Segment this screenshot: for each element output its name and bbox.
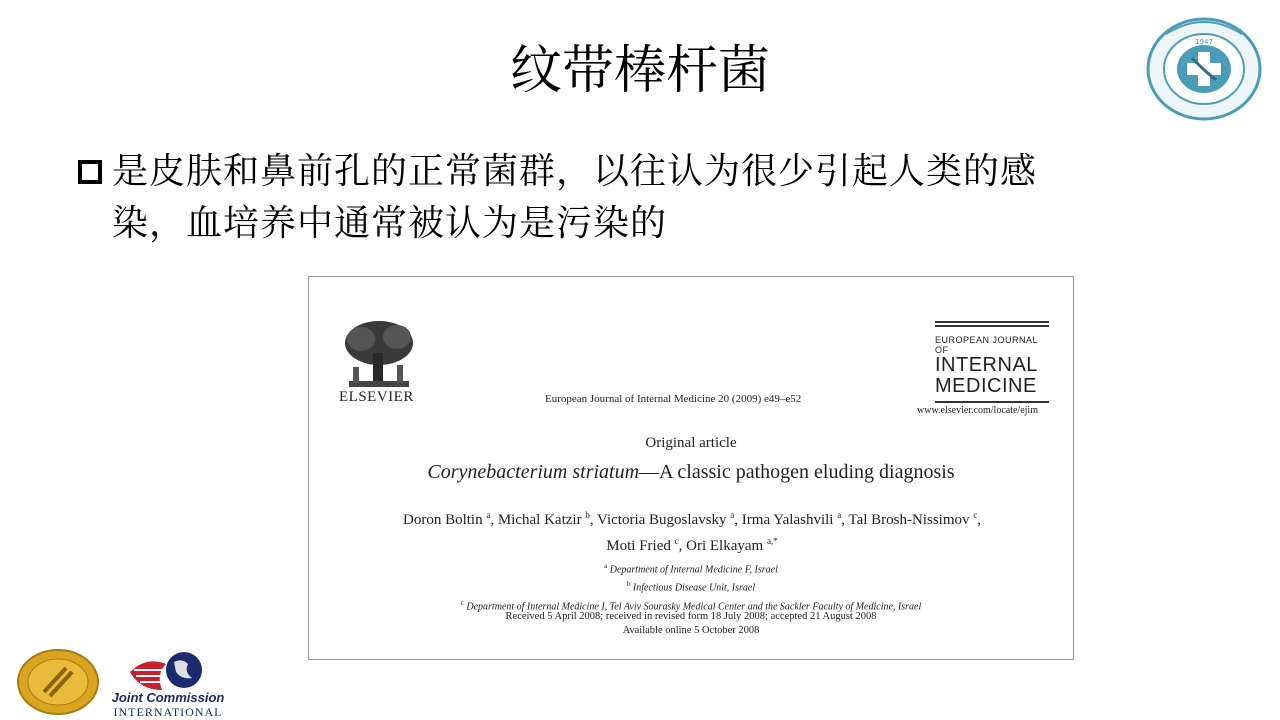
journal-masthead xyxy=(935,321,1049,405)
bullet-point xyxy=(78,146,1218,250)
available-online-date: Available online 5 October 2008 xyxy=(622,625,760,636)
author: Irma Yalashvili $^a$ xyxy=(741,510,842,528)
square-bullet-icon xyxy=(78,160,102,184)
author: Michal Katzir $^b$ xyxy=(497,510,590,528)
affiliation: $^b$ Infectious Disease Unit, Israel xyxy=(626,580,756,594)
journal-article-image xyxy=(308,276,1074,660)
bullet-text-line-2: 染，血培养中通常被认为是污染的 xyxy=(112,203,668,244)
jci-subtitle: INTERNATIONAL xyxy=(113,705,223,719)
jci-gold-seal-icon xyxy=(16,648,100,716)
article-dates xyxy=(309,610,1073,638)
journal-masthead-line-1: INTERNAL xyxy=(935,354,1038,376)
affiliation: $^a$ Department of Internal Medicine F, Israel xyxy=(604,562,778,576)
author: Tal Brosh-Nissimov $^c$ xyxy=(848,510,978,528)
affiliation-list xyxy=(309,559,1073,614)
hospital-logo-icon xyxy=(1144,14,1264,124)
bullet-text-line-1: 是皮肤和鼻前孔的正常菌群，以往认为很少引起人类的感 xyxy=(112,151,1038,192)
article-title-rest: —A classic pathogen eluding diagnosis xyxy=(639,461,955,483)
author: Ori Elkayam $^{a,*}$ xyxy=(686,536,778,554)
journal-reference: European Journal of Internal Medicine 20 (2009) e49–e52 xyxy=(545,393,802,405)
article-title xyxy=(309,461,1073,484)
svg-text:1947: 1947 xyxy=(1195,38,1213,46)
affiliation: $^c$ Department of Internal Medicine I, Tel Aviv Sourasky Medical Center and the Sackler Faculty of Medicine, Israel xyxy=(460,598,922,612)
publisher-name: ELSEVIER xyxy=(339,389,414,405)
bullet-text xyxy=(112,146,1218,250)
article-type: Original article xyxy=(645,435,737,451)
article-title-species: Corynebacterium striatum xyxy=(427,461,640,483)
slide-title: 纹带棒杆菌 xyxy=(509,41,770,101)
journal-masthead-small: EUROPEAN JOURNAL OF xyxy=(935,335,1038,355)
elsevier-tree-icon xyxy=(339,317,417,391)
author-list: Doron Boltin $^a$, Michal Katzir $^b$, Victoria Bugoslavsky $^a$, Irma Yalashvili $^a$, Tal Brosh-Nissimov $^c$, Moti Fried $^c$, Ori Elkayam $^{a,*}$ xyxy=(403,510,981,554)
journal-url: www.elsevier.com/locate/ejim xyxy=(917,405,1038,416)
author: Doron Boltin $^a$ xyxy=(403,510,491,528)
jci-globe-icon xyxy=(126,650,210,694)
author: Victoria Bugoslavsky $^a$ xyxy=(597,510,735,528)
jci-name: Joint Commission xyxy=(111,690,225,705)
author: Moti Fried $^c$ xyxy=(606,536,679,554)
journal-masthead-line-2: MEDICINE xyxy=(935,375,1037,397)
received-dates: Received 5 April 2008; received in revised form 18 July 2008; accepted 21 August 2008 xyxy=(505,611,877,622)
